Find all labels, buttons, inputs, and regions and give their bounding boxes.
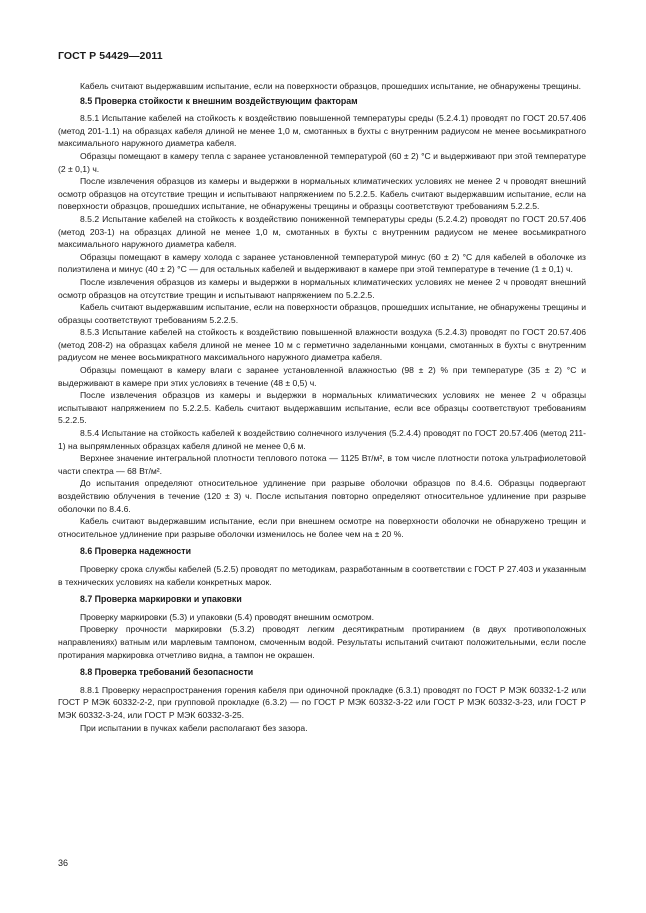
document-body <box>58 80 586 734</box>
body-paragraph: Образцы помещают в камеру влаги с заранее установленной влажностью (98 ± 2) % при температуре (35 ± 2) °С и выдерживают в камере при этих условиях в течение (48 ± 0,5) ч. <box>58 365 586 388</box>
body-paragraph: Кабель считают выдержавшим испытание, если при внешнем осмотре на поверхности оболочки не обнаружено трещин и относительное удлинение при разрыве оболочки изменилось не более чем на ± 20 %. <box>58 516 586 539</box>
body-paragraph: После извлечения образцов из камеры и выдержки в нормальных климатических условиях не менее 2 ч проводят внешний осмотр образцов на отсутствие трещин и испытывают напряжением по 5.2.2.5. <box>58 276 586 300</box>
body-paragraph: Образцы помещают в камеру холода с заранее установленной температурой минус (60 ± 2) °С для кабелей в оболочке из полиэтилена и минус (40 ± 2) °С — для остальных кабелей и выдерживают в камере при этой температуре в течение (1 ± 0,1) ч. <box>58 251 586 275</box>
body-paragraph: При испытании в пучках кабели располагают без зазора. <box>80 722 308 733</box>
body-paragraph: Проверку срока службы кабелей (5.2.5) проводят по методикам, разработанным в соответствии с ГОСТ Р 27.403 и указанным в технических условиях на кабели конкретных марок. <box>58 563 586 587</box>
document-header: ГОСТ Р 54429—2011 <box>58 50 163 62</box>
section-heading: 8.5 Проверка стойкости к внешним воздействующим факторам <box>80 95 358 106</box>
body-paragraph: 8.5.2 Испытание кабелей на стойкость к воздействию пониженной температуры среды (5.2.4.2) проводят по ГОСТ 20.57.406 (метод 203-1) на образцах длиной не менее 1,0 м, смотанных в бухты с внутренним радиусом не менее восьмикратного максимального наружного диаметра кабеля. <box>58 213 586 250</box>
body-paragraph: После извлечения образцов из камеры и выдержки в нормальных климатических условиях не менее 2 ч проводят внешний осмотр образцов на отсутствие трещин и испытывают напряжением по 5.2.2.5. Кабель считают выдержавшим испытание, если на поверхности образцов, прошедших испытание, не обнаружены трещины и образцы соответствуют требованиям 5.2.2.5. <box>58 176 586 212</box>
body-paragraph: Проверку маркировки (5.3) и упаковки (5.4) проводят внешним осмотром. <box>80 611 375 622</box>
body-paragraph: 8.5.3 Испытание кабелей на стойкость к воздействию повышенной влажности воздуха (5.2.4.3) проводят по ГОСТ 20.57.406 (метод 208-2) на образцах кабеля длиной не менее 10 м с герметично заделанными концами, смотанных в бухты с внутренним радиусом не менее восьмикратного максимального наружного диаметра кабеля. <box>58 327 586 363</box>
body-paragraph: 8.5.1 Испытание кабелей на стойкость к воздействию повышенной температуры среды (5.2.4.1) проводят по ГОСТ 20.57.406 (метод 201-1.1) на образцах кабеля длиной не менее 1,0 м, смотанных в бухты с внутренним радиусом не менее восьмикратного максимального наружного диаметра кабеля. <box>58 113 586 149</box>
body-paragraph: Верхнее значение интегральной плотности теплового потока — 1125 Вт/м², в том числе плотности потока ультрафиолетовой части спектра — 68 Вт/м². <box>58 453 586 476</box>
section-heading: 8.7 Проверка маркировки и упаковки <box>80 594 242 605</box>
section-heading: 8.6 Проверка надежности <box>80 546 192 557</box>
body-paragraph: 8.5.4 Испытание на стойкость кабелей к воздействию солнечного излучения (5.2.4.4) проводят по ГОСТ 20.57.406 (метод 211-1) на выпрямленных образцах кабеля длиной не менее 0,6 м. <box>58 428 586 451</box>
body-paragraph: Кабель считают выдержавшим испытание, если на поверхности образцов, прошедших испытание, не обнаружены трещины. <box>80 81 582 91</box>
section-heading: 8.8 Проверка требований безопасности <box>80 667 254 678</box>
body-paragraph: После извлечения образцов из камеры и выдержки в нормальных климатических условиях не менее 2 ч образцы испытывают напряжением по 5.2.2.5. Кабель считают выдержавшим испытание, если все образцы соответствуют требованиям 5.2.2.5. <box>58 390 586 426</box>
body-paragraph: До испытания определяют относительное удлинение при разрыве оболочки образцов по 8.4.6. Образцы подвергают воздействию облучения в течение (120 ± 3) ч. После испытания повторно определяют относительное удлинение при разрыве оболочки по 8.4.6. <box>58 478 586 514</box>
body-paragraph: Образцы помещают в камеру тепла с заранее установленной температурой (60 ± 2) °С и выдерживают при этой температуре (2 ± 0,1) ч. <box>58 150 586 174</box>
body-paragraph: 8.8.1 Проверку нераспространения горения кабеля при одиночной прокладке (6.3.1) проводят по ГОСТ Р МЭК 60332-1-2 или ГОСТ Р МЭК 60332-2-2, при групповой прокладке (6.3.2) — по ГОСТ Р МЭК 60332-3-22 или ГОСТ Р МЭК 60332-3-23, или ГОСТ Р МЭК 60332-3-24, или ГОСТ Р МЭК 60332-3-25. <box>58 684 586 720</box>
body-paragraph: Кабель считают выдержавшим испытание, если на поверхности образцов, прошедших испытание, не обнаружены трещины и образцы соответствуют требованиям 5.2.2.5. <box>58 302 586 325</box>
page-number: 36 <box>58 858 69 868</box>
body-paragraph: Проверку прочности маркировки (5.3.2) проводят легким десятикратным протиранием (в двух противоположных направлениях) ватным или марлевым тампоном, смоченным водой. Результаты испытаний считают положительными, если после протирания маркировка отчетливо видна, а тампон не окрашен. <box>58 624 586 660</box>
